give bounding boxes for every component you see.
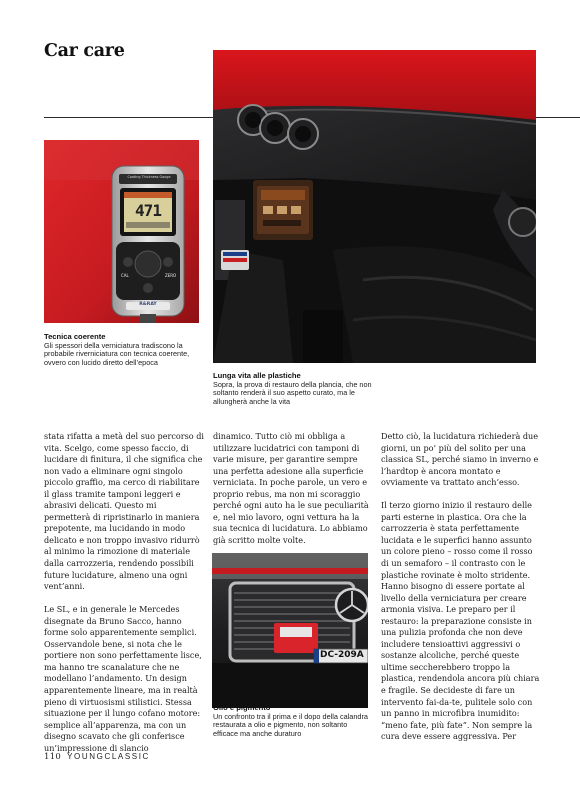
gauge-caption-title: Tecnica coerente: [44, 332, 106, 341]
gauge-caption-body: Gli spessori della verniciatura tradiscono la probabile riverniciatura con tecnica coerente, ovvero con lucido diretto dell’epoca: [44, 340, 190, 367]
gauge-zero-label: ZERO: [165, 273, 177, 278]
dashboard-caption-body: Sopra, la prova di restauro della plancia, che non soltanto renderà il suo aspetto curato, ma le allungherà anche la vita: [213, 379, 372, 406]
grille-caption: [213, 704, 373, 738]
magazine-name: YOUNGCLASSIC: [67, 752, 150, 761]
gauge-screen-label: Coating Thickness Gauge: [127, 175, 171, 179]
body-paragraph: Le SL, e in generale le Mercedes disegnate da Bruno Sacco, hanno forme solo apparentemente semplici. Osservandole bene, si nota che le portiere non sono perfettamente lisce, ma hanno tre scanalature che ne modellano l’andamento. Un design apparentemente lineare, ma in realtà pieno di virtuosismi stilistici. Stessa situazione per il lungo cofano motore: semplice all’apparenza, ma con un disegno scavato che gli conferisce un’impressione di slancio: [44, 604, 202, 753]
page-number: 110: [44, 752, 62, 762]
body-column-2: [213, 431, 373, 546]
section-title: Car care: [44, 41, 125, 61]
grille-photo-illustration: [212, 553, 368, 708]
gauge-photo-illustration: [44, 140, 199, 323]
body-paragraph: dinamico. Tutto ciò mi obbliga a utilizzare lucidatrici con tamponi di varie misure, per garantire sempre una perfetta adesione alla superficie verniciata. In poche parole, un vero e proprio rebus, ma non mi scoraggio perché ogni auto ha le sue peculiarità e, nel mio lavoro, ogni vettura ha la sua tecnica di lucidatura. Lo abbiamo già scritto molte volte.: [213, 431, 369, 545]
dashboard-caption: [213, 372, 383, 406]
gauge-brand-logo: R&RAY: [139, 302, 157, 307]
body-paragraph: Detto ciò, la lucidatura richiederà due giorni, un po’ più del solito per una classica SL, perché siamo in inverno e l’hardtop è ancora montato e ovviamente va trattato anch’esso.: [381, 431, 539, 488]
grille-caption-title: Olio e pigmento: [213, 703, 271, 712]
gauge-photo: [44, 140, 199, 323]
gauge-reading: 471: [135, 201, 161, 220]
body-paragraph: stata rifatta a metà del suo percorso di vita. Scelgo, come spesso faccio, di lucidare di finitura, il che significa che non vado a eliminare ogni singolo piccolo graffio, ma cerco di riabilitare il glass tramite tamponi leggeri e abrasivi delicati. Questo mi permetterà di ripristinarlo in maniera prepotente, ma lucidando in modo delicato e non troppo invasivo ridurrò al minimo la rimozione di materiale dalla carrozzeria, rendendo possibili future lucidature, almeno una ogni vent’anni.: [44, 431, 205, 592]
license-plate-text: DC-209A: [320, 650, 364, 660]
page-footer: [44, 751, 150, 762]
gauge-cal-label: CAL: [121, 273, 129, 278]
body-column-1: [44, 431, 204, 754]
body-column-3: [381, 431, 541, 743]
dashboard-photo-illustration: [213, 50, 536, 363]
dashboard-caption-title: Lunga vita alle plastiche: [213, 371, 301, 380]
grille-caption-body: Un confronto tra il prima e il dopo della calandra restaurata a olio e pigmento, non soltanto efficace ma anche duraturo: [213, 711, 368, 738]
dashboard-photo: [213, 50, 536, 363]
gauge-caption: [44, 333, 204, 367]
grille-photo: [212, 553, 368, 708]
body-paragraph: Il terzo giorno inizio il restauro delle parti esterne in plastica. Ora che la carrozzeria è stata perfettamente lucidata e le superfici hanno assunto un colore pieno – rosso come il rosso di un semaforo – il contrasto con le plastiche rovinate è molto stridente. Hanno bisogno di essere portate al livello della verniciatura per creare armonia visiva. Le preparo per il restauro: la preparazione consiste in una pulizia profonda che non deve includere tensioattivi aggressivi o sostanze alcoliche, perché queste ultime seccherebbero troppo la plastica, rendendola ancora più chiara e fragile. Se decideste di fare un intervento fai-da-te, pulitele solo con un panno in microfibra inumidito: “meno fate, più fate”. Non sempre la cura deve essere aggressiva. Per: [381, 500, 540, 742]
